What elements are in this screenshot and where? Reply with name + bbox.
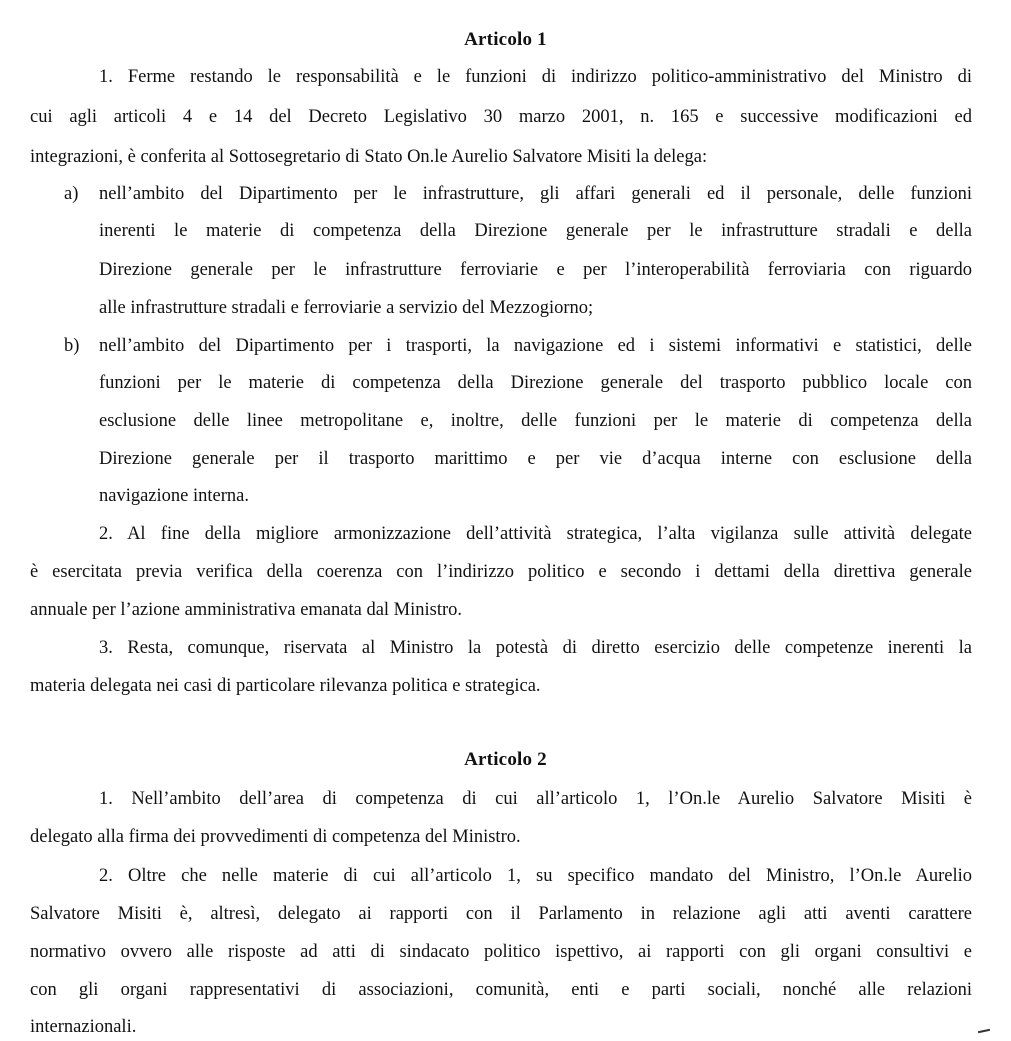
article-2-paragraph-2-line: normativo ovvero alle risposte ad atti di sindacato politico ispettivo, ai rapporti con gli organi consultivi e: [30, 942, 972, 962]
article-2-paragraph-2-line: internazionali.: [30, 1017, 137, 1037]
item-a-line: inerenti le materie di competenza della Direzione generale per le infrastrutture stradali e della: [99, 221, 972, 241]
article-1-paragraph-1-line: 1. Ferme restando le responsabilità e le funzioni di indirizzo politico-amministrativo del Ministro di: [99, 67, 972, 87]
article-2-paragraph-2-line: con gli organi rappresentativi di associazioni, comunità, enti e parti sociali, nonché alle relazioni: [30, 980, 972, 1000]
article-1-paragraph-2-line: annuale per l’azione amministrativa emanata dal Ministro.: [30, 600, 463, 620]
article-2-paragraph-2-line: Salvatore Misiti è, altresì, delegato ai rapporti con il Parlamento in relazione agli atti aventi carattere: [30, 904, 972, 924]
article-1-paragraph-3-line: 3. Resta, comunque, riservata al Ministro la potestà di diretto esercizio delle competenze inerenti la: [99, 638, 972, 658]
item-a-line: alle infrastrutture stradali e ferroviarie a servizio del Mezzogiorno;: [99, 298, 594, 318]
item-a-marker: a): [64, 184, 79, 204]
scan-mark: [978, 1029, 990, 1033]
article-1-paragraph-2-line: è esercitata previa verifica della coerenza con l’indirizzo politico e secondo i dettami della direttiva generale: [30, 562, 972, 582]
article-2-paragraph-1-line: 1. Nell’ambito dell’area di competenza di cui all’articolo 1, l’On.le Aurelio Salvatore Misiti è: [99, 789, 972, 809]
item-b-line: navigazione interna.: [99, 486, 249, 506]
article-2-paragraph-2-line: 2. Oltre che nelle materie di cui all’articolo 1, su specifico mandato del Ministro, l’On.le Aurelio: [99, 866, 972, 886]
item-b-line: nell’ambito del Dipartimento per i trasporti, la navigazione ed i sistemi informativi e statistici, delle: [99, 336, 972, 356]
article-1-heading: Articolo 1: [464, 29, 547, 50]
item-a-line: Direzione generale per le infrastrutture ferroviarie e per l’interoperabilità ferroviaria con riguardo: [99, 260, 972, 280]
item-a-line: nell’ambito del Dipartimento per le infrastrutture, gli affari generali ed il personale, delle funzioni: [99, 184, 972, 204]
item-b-marker: b): [64, 336, 80, 356]
article-2-heading: Articolo 2: [464, 749, 547, 770]
article-1-paragraph-1-line: cui agli articoli 4 e 14 del Decreto Legislativo 30 marzo 2001, n. 165 e successive modificazioni ed: [30, 107, 972, 127]
item-b-line: esclusione delle linee metropolitane e, inoltre, delle funzioni per le materie di competenza della: [99, 411, 972, 431]
item-b-line: Direzione generale per il trasporto marittimo e per vie d’acqua interne con esclusione della: [99, 449, 972, 469]
article-1-paragraph-3-line: materia delegata nei casi di particolare rilevanza politica e strategica.: [30, 676, 541, 696]
article-1-paragraph-1-line: integrazioni, è conferita al Sottosegretario di Stato On.le Aurelio Salvatore Misiti la delega:: [30, 147, 708, 167]
article-1-paragraph-2-line: 2. Al fine della migliore armonizzazione dell’attività strategica, l’alta vigilanza sulle attività delegate: [99, 524, 972, 544]
item-b-line: funzioni per le materie di competenza della Direzione generale del trasporto pubblico locale con: [99, 373, 972, 393]
article-2-paragraph-1-line: delegato alla firma dei provvedimenti di competenza del Ministro.: [30, 827, 521, 847]
